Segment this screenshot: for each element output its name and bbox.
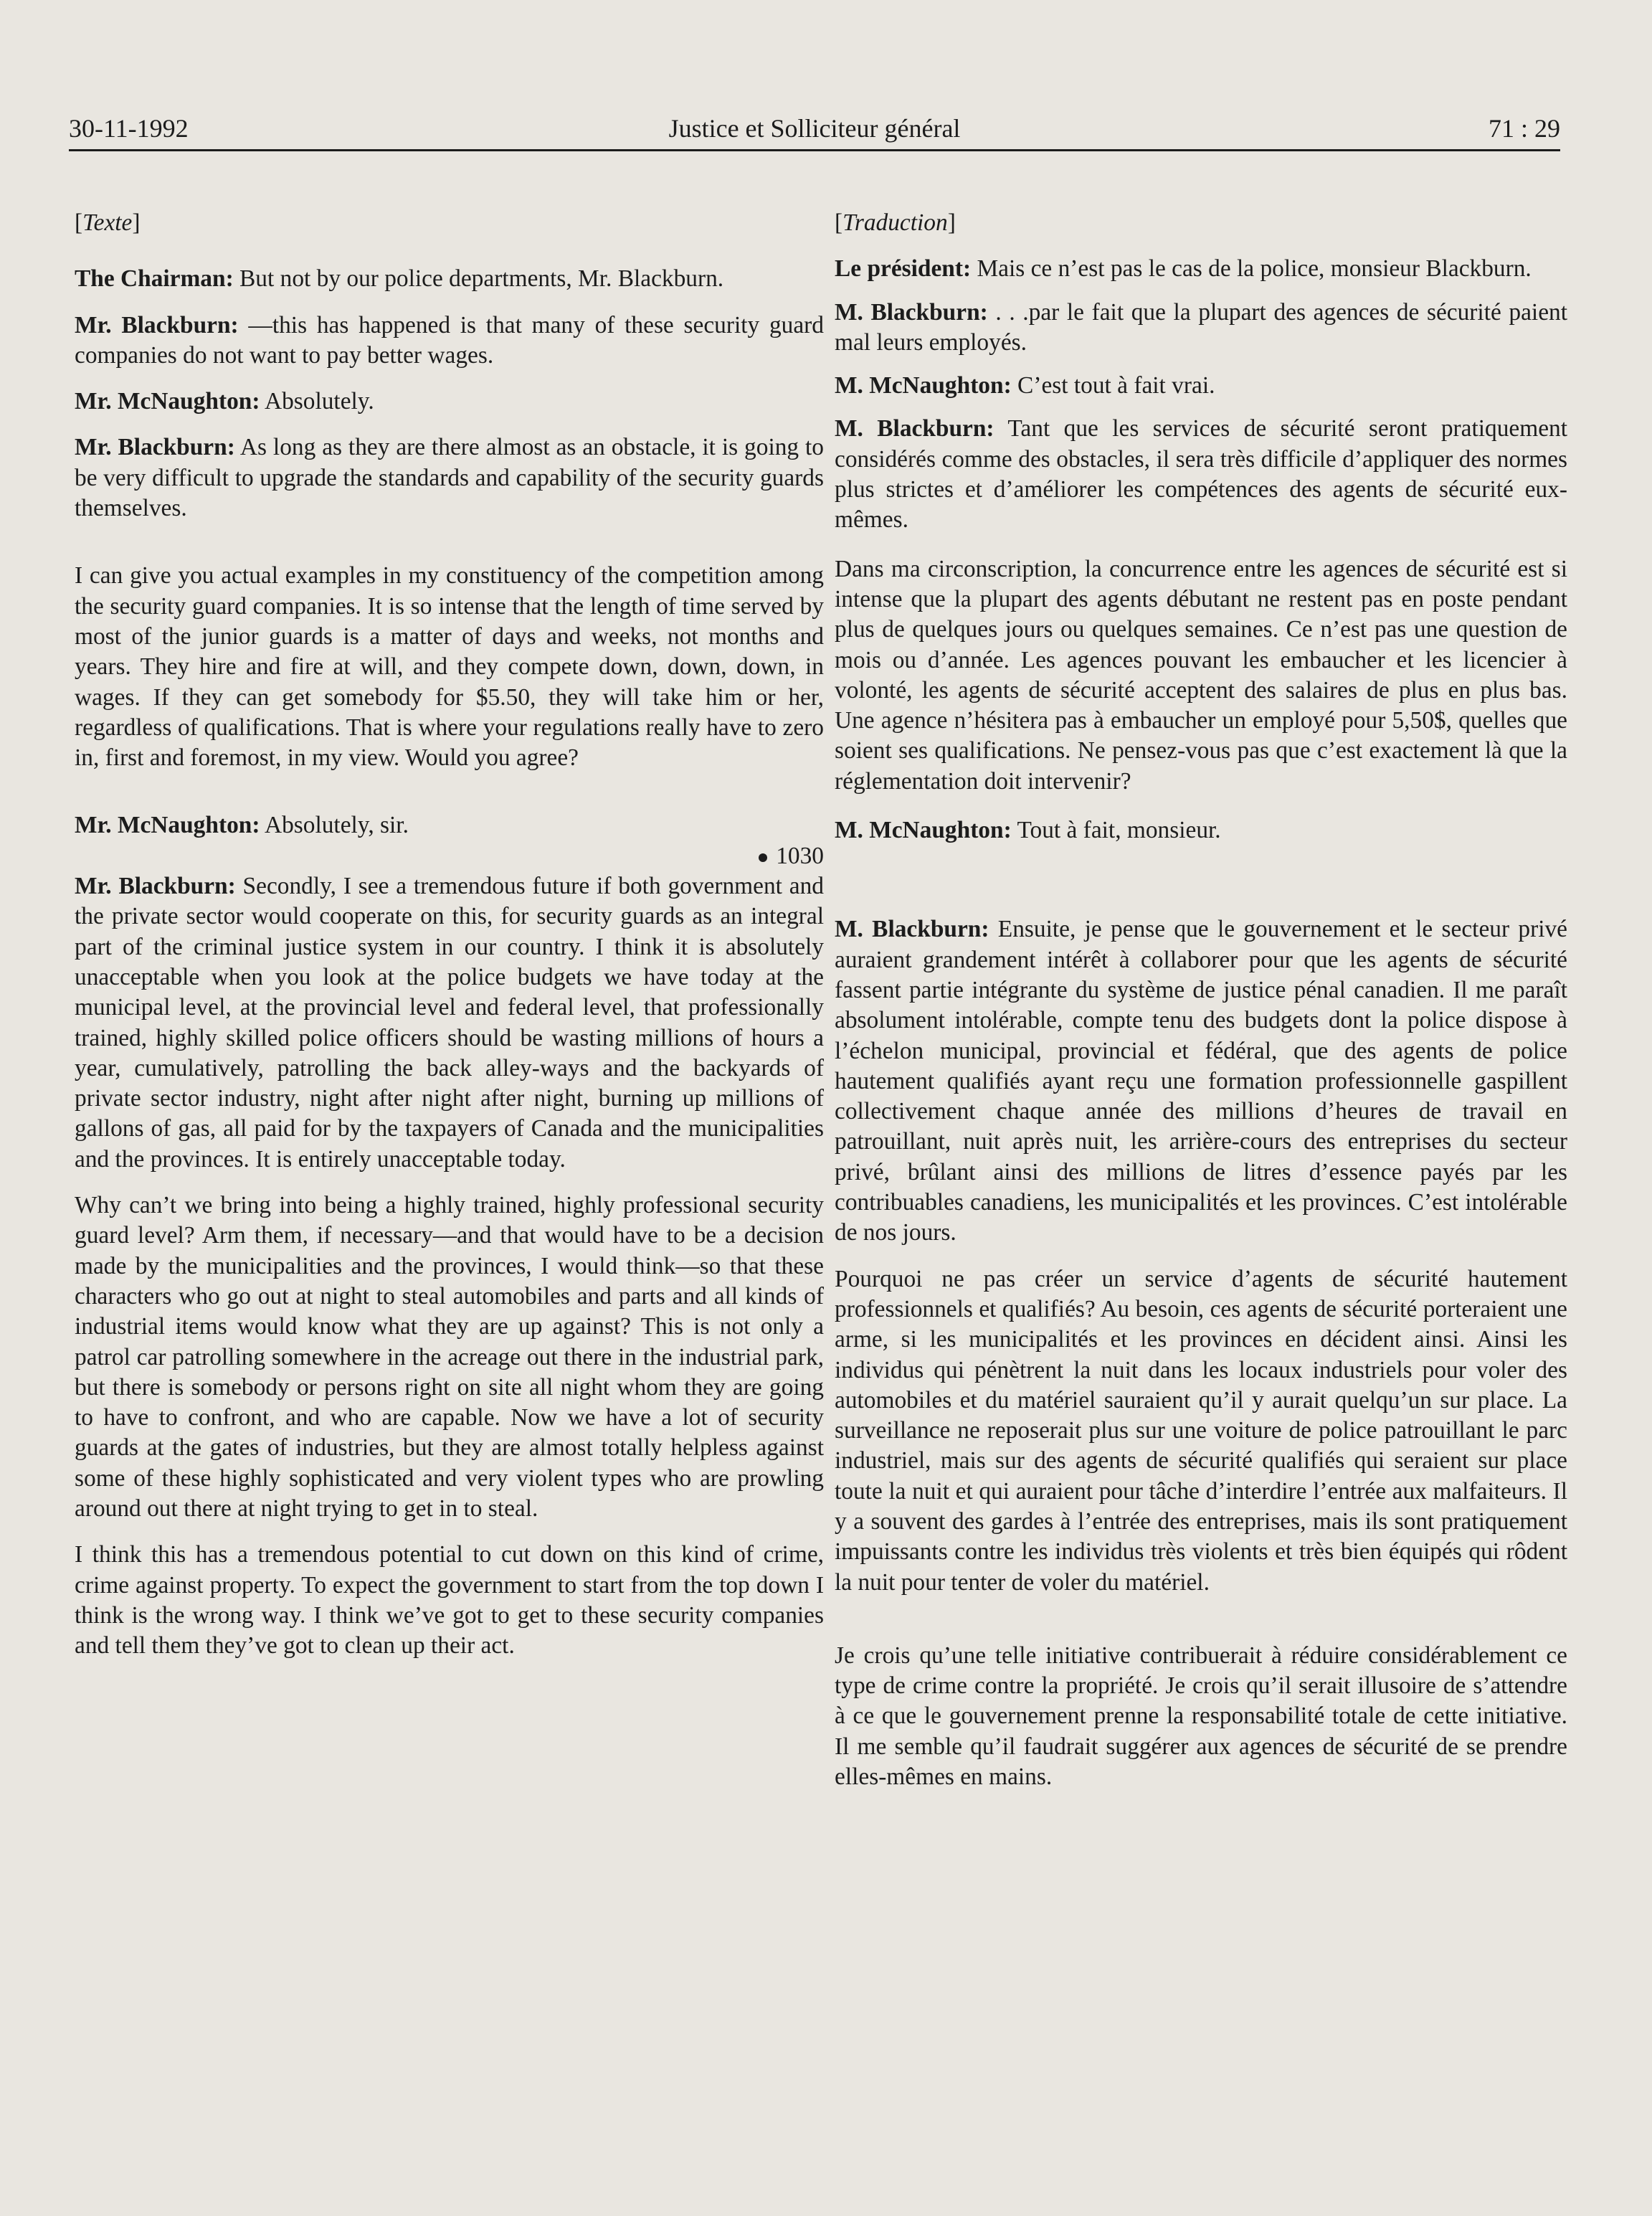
paragraph [835, 815, 1567, 846]
speaker-name: Mr. McNaughton: [75, 812, 260, 839]
paragraph: Why can’t we bring into being a highly trained, highly professional security guard level? Arm them, if necessary—and that would have to be a decision made by the municipalities and the provinces, I would think—so that these characters who go out at night to steal automobiles and parts and all kinds of industrial items would know what they are up against? This is not only a patrol car patrolling somewhere in the acreage out there in the industrial park, but there is somebody or persons right on site all night whom they are going to have to confront, and who are capable. Now we have a lot of security guards at the gates of industries, but they are almost totally helpless against some of these highly sophisticated and very violent types who are prowling around out there at night trying to get in to steal. [75, 1192, 824, 1522]
paragraph [835, 298, 1567, 359]
paragraph: Je crois qu’une telle initiative contribuerait à réduire considérablement ce type de crime contre la propriété. Je crois qu’il serait illusoire de s’attendre à ce que le gouvernement prenne la responsabilité totale de cette initiative. Il me semble qu’il faudrait suggérer aux agences de sécurité de se prendre elles-mêmes en mains. [835, 1642, 1567, 1791]
speaker-name: Le président: [835, 255, 972, 283]
speech-text: C’est tout à fait vrai. [1011, 372, 1215, 399]
speaker-name: Mr. Blackburn: [75, 311, 239, 338]
paragraph [835, 371, 1567, 401]
speech-text: Tout à fait, monsieur. [1011, 817, 1221, 844]
french-column [835, 208, 1567, 1792]
paragraph [835, 254, 1567, 284]
speaker-name: Mr. Blackburn: [75, 434, 235, 461]
paragraph: I think this has a tremendous potential to cut down on this kind of crime, crime against property. To expect the government to start from the top down I think is the wrong way. I think we’ve got to get to these security companies and tell them they’ve got to clean up their act. [75, 1541, 824, 1659]
header-title: Justice et Solliciteur général [668, 114, 961, 143]
speaker-name: Mr. Blackburn: [75, 873, 236, 900]
speaker-name: Mr. McNaughton: [75, 388, 260, 415]
section-tag-text: Traduction [842, 209, 948, 236]
paragraph: Pourquoi ne pas créer un service d’agents de sécurité hautement professionnels et qualifiés? Au besoin, ces agents de sécurité porteraient une arme, si les municipalités et les provinces en décident ainsi. Ainsi les individus qui pénètrent la nuit dans les locaux industriels pour voler des automobiles et du matériel sauraient qu’il y aurait quelqu’un sur place. La surveillance ne reposerait plus sur une voiture de police patrouillant le parc industriel, mais sur des agents de sécurité qualifiés qui seraient sur place toute la nuit et qui auraient pour tâche d’interdire l’entrée aux malfaiteurs. Il y a souvent des gardes à l’entrée des entreprises, mais ils sont pratiquement impuissants contre les individus très violents et très bien équipés qui rôdent la nuit pour tenter de voler du matériel. [835, 1265, 1567, 1596]
speaker-name: M. Blackburn: [835, 916, 989, 943]
paragraph: I can give you actual examples in my constituency of the competition among the security guard companies. It is so intense that the length of time served by most of the junior guards is a matter of days and weeks, not months and years. They hire and fire at will, and they compete down, down, down, in wages. If they can get somebody for $5.50, they will take him or her, regardless of qualifications. That is where your regulations really have to zero in, first and foremost, in my view. Would you agree? [75, 562, 824, 772]
time-marker [75, 841, 824, 871]
english-column [75, 208, 824, 1661]
speaker-name: M. McNaughton: [835, 817, 1012, 844]
paragraph [835, 414, 1567, 535]
speaker-name: M. Blackburn: [835, 298, 988, 326]
speech-text: Secondly, I see a tremendous future if both government and the private sector would cooperate on this, for security guards as an integral part of the criminal justice system in our country. I think it is absolutely unacceptable when you look at the police budgets we have today at the municipal level, at the provincial level and federal level, that professionally trained, highly skilled police officers should be wasting millions of hours a year, cumulatively, patrolling the back alley-ways and the backyards of private sector industry, night after night after night, burning up millions of gallons of gas, all paid for by the taxpayers of Canada and the municipalities and the provinces. It is entirely unacceptable today. [75, 873, 824, 1173]
section-tag: [Texte] [75, 209, 141, 236]
speech-text: As long as they are there almost as an obstacle, it is going to be very difficult to upgrade the standards and capability of the security guards themselves. [75, 434, 824, 522]
speech-text: —this has happened is that many of these security guard companies do not want to pay better wages. [75, 311, 824, 369]
speech-text: . . .par le fait que la plupart des agences de sécurité paient mal leurs employés. [835, 298, 1567, 356]
time-marker-text: 1030 [776, 842, 824, 869]
bullet-icon [759, 853, 767, 862]
paragraph [75, 432, 824, 524]
speech-text: But not by our police departments, Mr. Blackburn. [233, 265, 724, 293]
section-tag-text: Texte [82, 209, 133, 236]
speaker-name: M. McNaughton: [835, 372, 1012, 399]
speech-text: Absolutely, sir. [260, 812, 409, 839]
speaker-name: M. Blackburn: [835, 415, 994, 442]
speech-text: Ensuite, je pense que le gouvernement et le secteur privé auraient grandement intérêt à collaborer pour que les agents de sécurité fassent partie intégrante du système de justice pénal canadien. Il me paraît absolument intolérable, compte tenu des budgets dont la police dispose à l’échelon municipal, provincial et fédéral, que des agents de police hautement qualifiés ayant reçu une formation professionnelle gaspillent collectivement chaque année des millions d’heures de travail en patrouillant, nuit après nuit, les arrière-cours des entreprises du secteur privé, brûlant ainsi des millions de litres d’essence payés par les contribuables canadiens, les municipalités et les provinces. C’est intolérable de nos jours. [835, 916, 1568, 1246]
speaker-name: The Chairman: [75, 265, 234, 293]
speech-text: Tant que les services de sécurité seront pratiquement considérés comme des obstacles, il sera très difficile d’appliquer des normes plus strictes et d’améliorer les compétences des agents de sécurité eux-mêmes. [835, 415, 1567, 534]
paragraph [75, 311, 824, 371]
paragraph [75, 871, 824, 1175]
speech-text: Absolutely. [260, 388, 374, 415]
paragraph [75, 264, 824, 294]
page-header [69, 108, 1560, 153]
header-page-number: 71 : 29 [1488, 114, 1560, 143]
header-date: 30-11-1992 [69, 114, 189, 143]
paragraph [75, 810, 824, 841]
speech-text: Mais ce n’est pas le cas de la police, monsieur Blackburn. [971, 255, 1532, 283]
section-tag: [Traduction] [835, 209, 956, 236]
paragraph: Dans ma circonscription, la concurrence entre les agences de sécurité est si intense que la plupart des agents débutant ne restent pas en poste pendant plus de quelques jours ou quelques semaines. Ce n’est pas une question de mois ou d’année. Les agences pouvant les embaucher et les licencier à volonté, les agents de sécurité acceptent des salaires de plus en plus bas. Une agence n’hésitera pas à embaucher un employé pour 5,50$, quelles que soient ses qualifications. Ne pensez-vous pas que c’est exactement là que la réglementation doit intervenir? [835, 555, 1567, 795]
header-rule [69, 149, 1560, 151]
paragraph [835, 914, 1567, 1248]
paragraph [75, 387, 824, 417]
